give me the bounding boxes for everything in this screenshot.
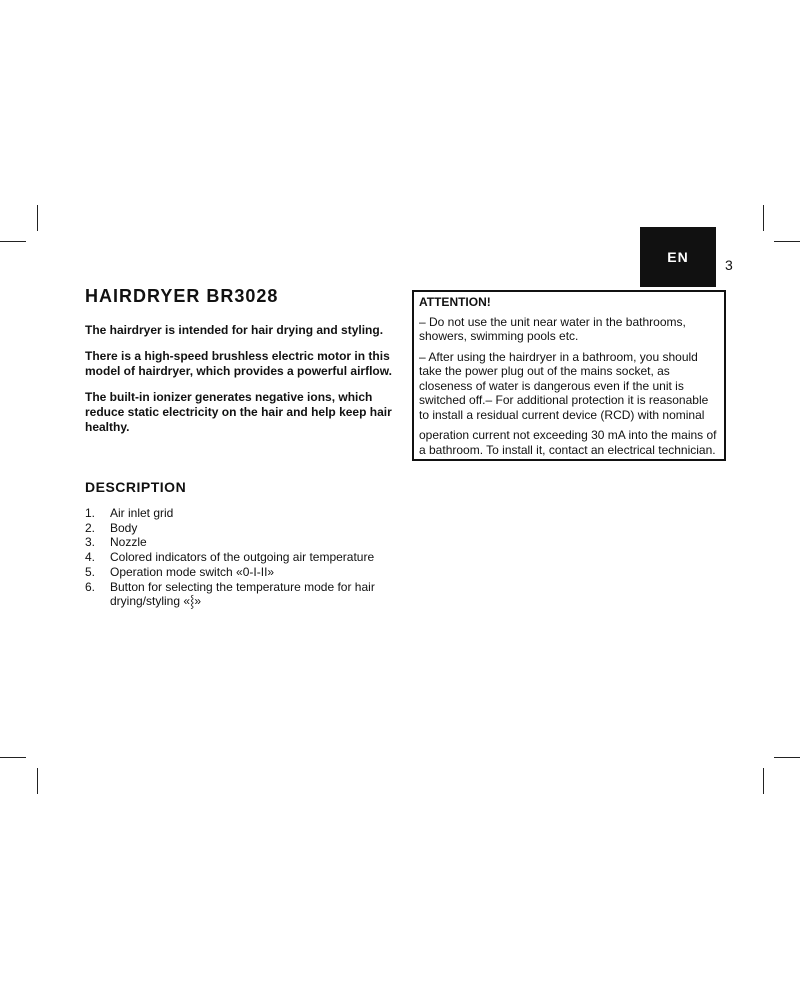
list-item (85, 565, 395, 580)
attention-paragraph: – Do not use the unit near water in the bathrooms, showers, swimming pools etc. (419, 314, 686, 343)
crop-mark-top-left-horizontal (0, 241, 26, 242)
product-title: HAIRDRYER BR3028 (85, 286, 279, 306)
description-heading: DESCRIPTION (85, 479, 187, 495)
list-item (85, 550, 395, 565)
list-item-text: Operation mode switch «0-I-II» (110, 564, 275, 579)
crop-mark-bottom-left-horizontal (0, 757, 26, 758)
list-item-number: 2. (85, 520, 96, 535)
crop-mark-top-left-vertical (37, 205, 38, 231)
list-item-text: Nozzle (110, 535, 147, 550)
language-tab (640, 227, 716, 287)
attention-paragraph: operation current not exceeding 30 mA into the mains of a bathroom. To install it, contact an electrical technician. (419, 428, 717, 457)
attention-box (412, 290, 726, 461)
list-item-number: 3. (85, 535, 96, 550)
crop-mark-bottom-left-vertical (37, 768, 38, 794)
intro-section (85, 323, 395, 435)
list-item (85, 521, 395, 536)
crop-mark-top-right-horizontal (774, 241, 800, 242)
list-item-text: Button for selecting the temperature mode for hair drying/styling «⸾» (110, 579, 375, 609)
crop-mark-top-right-vertical (763, 205, 764, 231)
list-item-number: 5. (85, 564, 96, 579)
list-item-text: Body (110, 520, 138, 535)
list-item-number: 6. (85, 579, 96, 594)
list-item-text: Colored indicators of the outgoing air temperature (110, 550, 375, 565)
crop-mark-bottom-right-vertical (763, 768, 764, 794)
attention-paragraph: – After using the hairdryer in a bathroom, you should take the power plug out of the mains socket, as closeness of water is dangerous even if the unit is switched off.– For additional protection it is reasonable to install a residual current device (RCD) with nominal (419, 349, 709, 422)
left-column (85, 285, 395, 609)
description-list (85, 506, 395, 609)
intro-paragraph: There is a high-speed brushless electric motor in this model of hairdryer, which provides a powerful airflow. (85, 349, 392, 378)
list-item-text: Air inlet grid (110, 506, 174, 520)
intro-paragraph: The hairdryer is intended for hair drying and styling. (85, 323, 384, 337)
list-item (85, 506, 395, 521)
page-number: 3 (725, 257, 733, 273)
list-item-number: 4. (85, 550, 96, 565)
list-item (85, 535, 395, 550)
crop-mark-bottom-right-horizontal (774, 757, 800, 758)
list-item-number: 1. (85, 506, 96, 520)
intro-paragraph: The built-in ionizer generates negative ions, which reduce static electricity on the hair and help keep hair healthy. (85, 390, 392, 434)
attention-title: ATTENTION! (419, 295, 491, 309)
list-item (85, 580, 395, 609)
language-tab-label: EN (667, 249, 689, 265)
